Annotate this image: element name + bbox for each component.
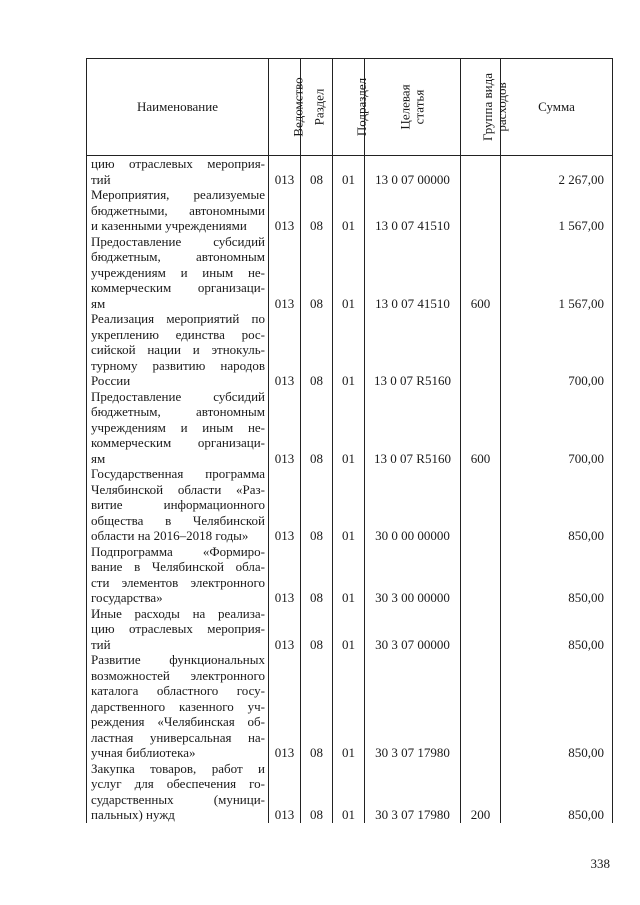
row-name-line: России xyxy=(91,373,131,388)
row-summa: 1 567,00 xyxy=(501,234,613,312)
row-podrazdel: 01 xyxy=(333,544,365,606)
row-summa: 700,00 xyxy=(501,311,613,389)
row-podrazdel: 01 xyxy=(333,761,365,823)
row-name xyxy=(87,466,269,544)
row-name-line: Закупка товаров, работ и xyxy=(91,760,265,776)
row-name-line: Предоставление субсидий xyxy=(91,233,265,249)
row-name-line: цию отраслевых мероприя- xyxy=(91,156,265,171)
row-name-line: учная библиотека» xyxy=(91,745,196,760)
row-summa: 1 567,00 xyxy=(501,187,613,234)
row-summa: 2 267,00 xyxy=(501,156,613,188)
row-vedomstvo: 013 xyxy=(269,187,301,234)
row-gruppa-vida xyxy=(461,606,501,653)
row-podrazdel: 01 xyxy=(333,234,365,312)
row-name-line: Иные расходы на реализа- xyxy=(91,605,265,621)
row-name-line: Реализация мероприятий по xyxy=(91,311,265,326)
row-name-line: Государственная программа xyxy=(91,466,265,481)
row-celevaya-statya: 13 0 07 00000 xyxy=(365,156,461,188)
row-name-line: укреплению единства рос- xyxy=(91,326,265,342)
row-name-line: цию отраслевых мероприя- xyxy=(91,621,265,636)
row-name-line: Предоставление субсидий xyxy=(91,388,265,404)
row-name-line: услуг для обеспечения го- xyxy=(91,776,265,791)
row-name xyxy=(87,652,269,761)
row-razdel: 08 xyxy=(301,389,333,467)
row-vedomstvo: 013 xyxy=(269,156,301,188)
row-name-line: реждения «Челябинская об- xyxy=(91,714,265,729)
row-name xyxy=(87,606,269,653)
row-gruppa-vida: 200 xyxy=(461,761,501,823)
row-summa: 850,00 xyxy=(501,466,613,544)
budget-table xyxy=(86,58,613,823)
row-name-line: учреждениям и иным не- xyxy=(91,264,265,280)
row-name-line: сударственных (муници- xyxy=(91,791,265,807)
row-name xyxy=(87,187,269,234)
row-name-line: Развитие функциональных xyxy=(91,652,265,667)
row-razdel: 08 xyxy=(301,156,333,188)
row-razdel: 08 xyxy=(301,544,333,606)
row-name xyxy=(87,389,269,467)
row-celevaya-statya: 30 3 07 17980 xyxy=(365,761,461,823)
row-gruppa-vida: 600 xyxy=(461,389,501,467)
row-celevaya-statya: 13 0 07 41510 xyxy=(365,234,461,312)
row-vedomstvo: 013 xyxy=(269,311,301,389)
page-number: 338 xyxy=(590,856,610,871)
row-podrazdel: 01 xyxy=(333,466,365,544)
header-gruppa-vida-rashodov: Группа вида расходов xyxy=(461,59,501,156)
row-razdel: 08 xyxy=(301,187,333,234)
row-celevaya-statya: 13 0 07 R5160 xyxy=(365,389,461,467)
row-summa: 850,00 xyxy=(501,761,613,823)
row-vedomstvo: 013 xyxy=(269,652,301,761)
row-name-line: бюджетными, автономными xyxy=(91,202,265,218)
row-name-line: Челябинской области «Раз- xyxy=(91,481,265,497)
row-celevaya-statya: 13 0 07 41510 xyxy=(365,187,461,234)
row-celevaya-statya: 30 3 07 17980 xyxy=(365,652,461,761)
table-row xyxy=(87,234,613,312)
row-name-line: Мероприятия, реализуемые xyxy=(91,187,265,202)
row-name-line: государства» xyxy=(91,590,163,605)
row-vedomstvo: 013 xyxy=(269,544,301,606)
row-name-line: Подпрограмма «Формиро- xyxy=(91,543,265,559)
header-razdel: Раздел xyxy=(301,59,333,156)
row-name-line: турному развитию народов xyxy=(91,357,265,373)
row-gruppa-vida xyxy=(461,544,501,606)
row-gruppa-vida xyxy=(461,652,501,761)
row-gruppa-vida xyxy=(461,187,501,234)
row-podrazdel: 01 xyxy=(333,187,365,234)
row-summa: 850,00 xyxy=(501,544,613,606)
header-podrazdel: Подраздел xyxy=(333,59,365,156)
table-row xyxy=(87,544,613,606)
row-razdel: 08 xyxy=(301,652,333,761)
row-name-line: ластная универсальная на- xyxy=(91,729,265,745)
row-gruppa-vida xyxy=(461,156,501,188)
row-name-line: тий xyxy=(91,636,111,652)
row-name-line: коммерческим организаци- xyxy=(91,435,265,450)
row-razdel: 08 xyxy=(301,466,333,544)
row-razdel: 08 xyxy=(301,606,333,653)
row-name-line: и казенными учреждениями xyxy=(91,218,247,233)
row-name-line: тий xyxy=(91,171,111,187)
row-celevaya-statya: 30 3 07 00000 xyxy=(365,606,461,653)
row-name xyxy=(87,311,269,389)
row-name-line: сийской нации и этнокуль- xyxy=(91,342,265,357)
row-name-line: учреждениям и иным не- xyxy=(91,419,265,435)
table-row xyxy=(87,389,613,467)
row-summa: 700,00 xyxy=(501,389,613,467)
row-name xyxy=(87,544,269,606)
header-summa: Сумма xyxy=(501,59,613,156)
row-name-line: бюджетным, автономным xyxy=(91,249,265,264)
row-summa: 850,00 xyxy=(501,606,613,653)
row-celevaya-statya: 30 0 00 00000 xyxy=(365,466,461,544)
table-row xyxy=(87,187,613,234)
row-name-line: коммерческим организаци- xyxy=(91,280,265,295)
row-name xyxy=(87,761,269,823)
row-name-line: ям xyxy=(91,295,106,311)
row-name-line: сти элементов электронного xyxy=(91,574,265,590)
row-podrazdel: 01 xyxy=(333,156,365,188)
table-row xyxy=(87,761,613,823)
row-name-line: возможностей электронного xyxy=(91,667,265,683)
row-vedomstvo: 013 xyxy=(269,761,301,823)
header-name: Наименование xyxy=(87,59,269,156)
row-podrazdel: 01 xyxy=(333,389,365,467)
row-name-line: витие информационного xyxy=(91,497,265,512)
row-podrazdel: 01 xyxy=(333,311,365,389)
row-gruppa-vida: 600 xyxy=(461,234,501,312)
row-vedomstvo: 013 xyxy=(269,606,301,653)
row-celevaya-statya: 13 0 07 R5160 xyxy=(365,311,461,389)
row-gruppa-vida xyxy=(461,466,501,544)
row-summa: 850,00 xyxy=(501,652,613,761)
row-celevaya-statya: 30 3 00 00000 xyxy=(365,544,461,606)
row-name-line: бюджетным, автономным xyxy=(91,404,265,419)
table-row xyxy=(87,311,613,389)
table-row xyxy=(87,466,613,544)
row-gruppa-vida xyxy=(461,311,501,389)
table-row xyxy=(87,652,613,761)
table-header-row xyxy=(87,59,613,156)
row-podrazdel: 01 xyxy=(333,652,365,761)
row-razdel: 08 xyxy=(301,234,333,312)
row-name-line: пальных) нужд xyxy=(91,807,175,822)
row-vedomstvo: 013 xyxy=(269,234,301,312)
row-vedomstvo: 013 xyxy=(269,466,301,544)
row-name xyxy=(87,234,269,312)
row-razdel: 08 xyxy=(301,311,333,389)
row-name-line: каталога областного госу- xyxy=(91,683,265,698)
row-name-line: дарственного казенного уч- xyxy=(91,698,265,714)
row-name-line: общества в Челябинской xyxy=(91,512,265,528)
table-row xyxy=(87,606,613,653)
header-vedomstvo: Ведомство xyxy=(269,59,301,156)
row-name-line: области на 2016–2018 годы» xyxy=(91,528,249,543)
row-name xyxy=(87,156,269,188)
row-podrazdel: 01 xyxy=(333,606,365,653)
row-vedomstvo: 013 xyxy=(269,389,301,467)
header-celevaya-statya: Целевая статья xyxy=(365,59,461,156)
row-name-line: вание в Челябинской обла- xyxy=(91,559,265,574)
row-name-line: ям xyxy=(91,450,106,466)
row-razdel: 08 xyxy=(301,761,333,823)
table-row xyxy=(87,156,613,188)
